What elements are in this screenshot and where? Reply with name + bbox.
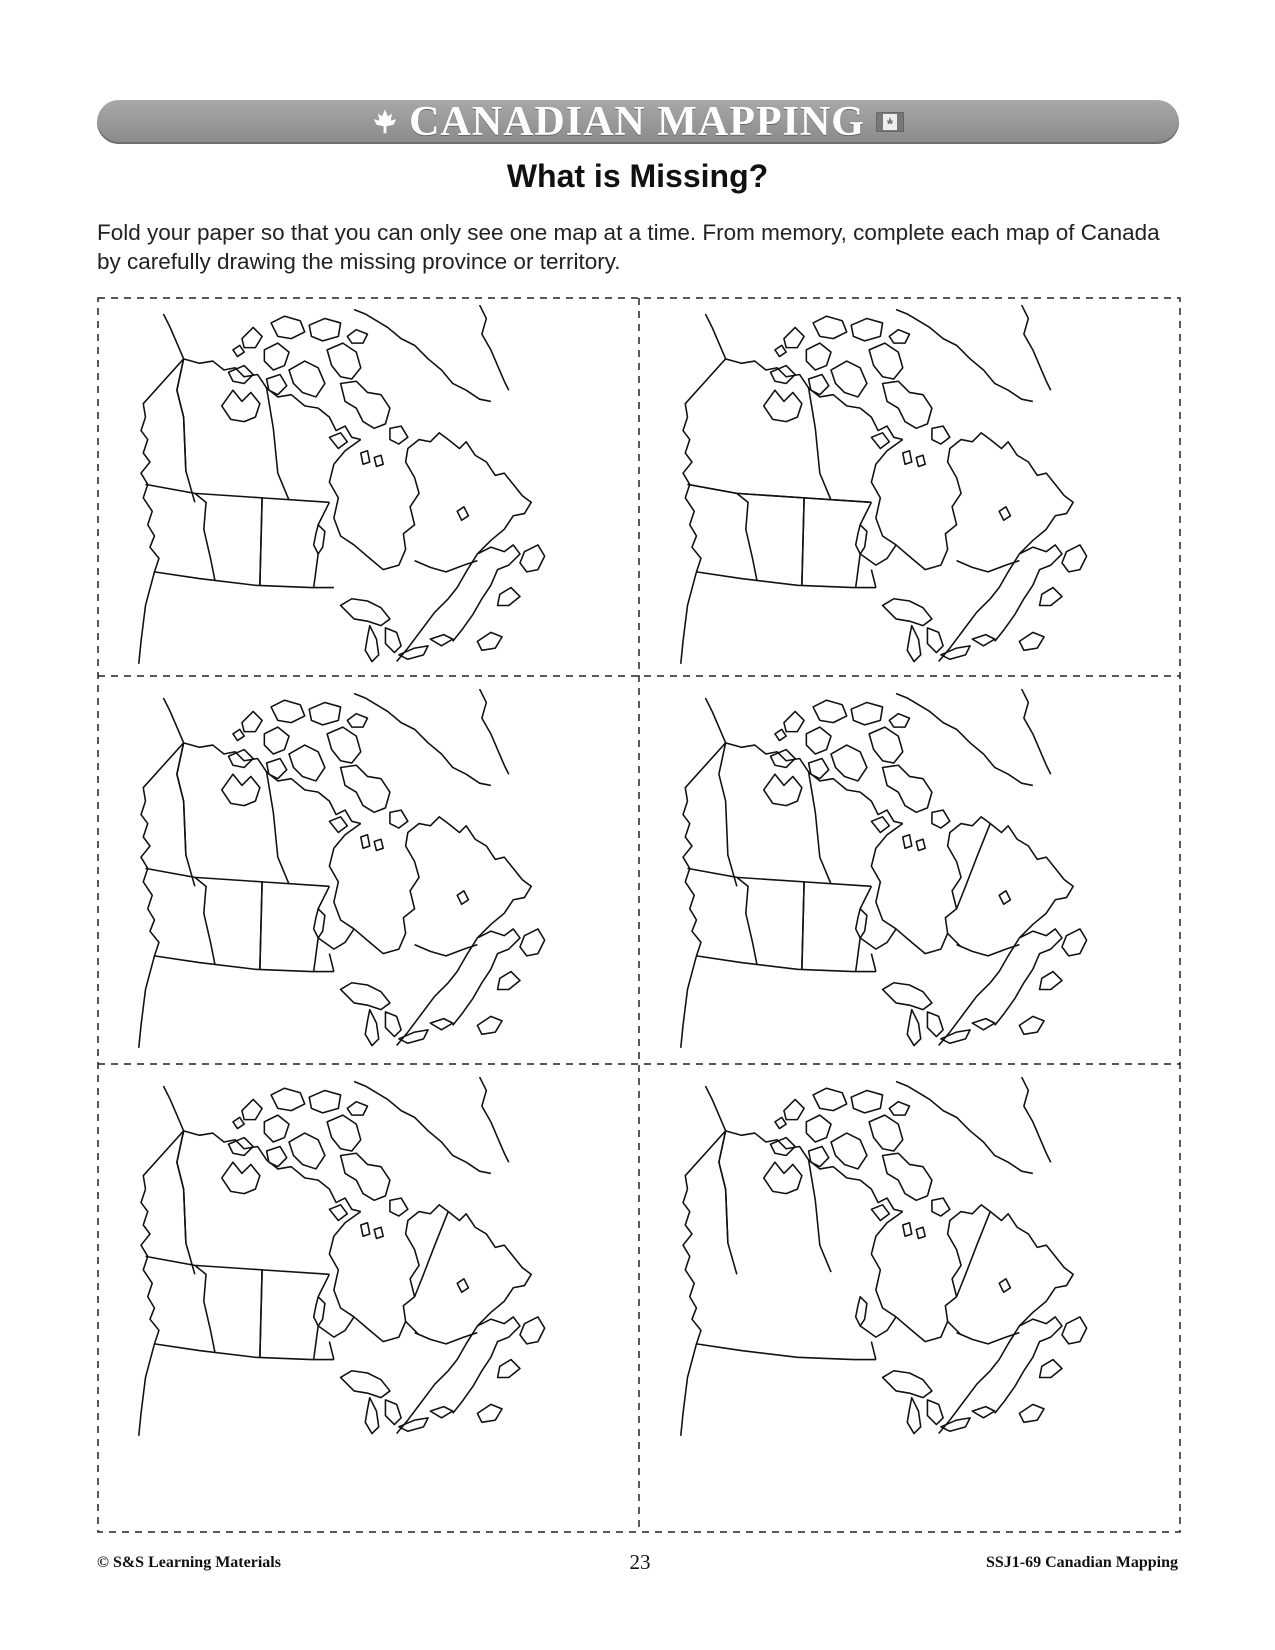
map-cell-5 [97, 1069, 638, 1480]
map-cell-2 [639, 297, 1180, 708]
canada-flag-icon [875, 111, 905, 133]
header-banner [97, 100, 1179, 144]
canada-map-ontario-missing [105, 305, 630, 675]
page-number: 23 [629, 1550, 651, 1574]
map-cell-6 [639, 1069, 1180, 1480]
page-heading: What is Missing? [506, 158, 769, 194]
map-grid [97, 297, 1181, 1533]
canada-map-bc-missing [647, 305, 1172, 675]
footer-product-code: SSJ1-69 Canadian Mapping [985, 1554, 1178, 1571]
map-cell-1 [97, 297, 638, 708]
canada-map-saskatchewan-missing [647, 1077, 1172, 1447]
maple-leaf-icon [371, 108, 399, 136]
map-cell-3 [97, 681, 638, 1092]
canada-map-quebec-missing [105, 689, 630, 1059]
canada-map-yukon-missing [647, 689, 1172, 1059]
instructions-text: Fold your paper so that you can only see one map at a time. From memory, complete each map of Canada by carefully drawing the missing province or territory. [97, 220, 1160, 274]
canada-map-nunavut-missing [105, 1077, 630, 1447]
map-cell-4 [639, 681, 1180, 1092]
footer-copyright: © S&S Learning Materials [97, 1554, 281, 1571]
banner-title: CANADIAN MAPPING [409, 99, 865, 145]
